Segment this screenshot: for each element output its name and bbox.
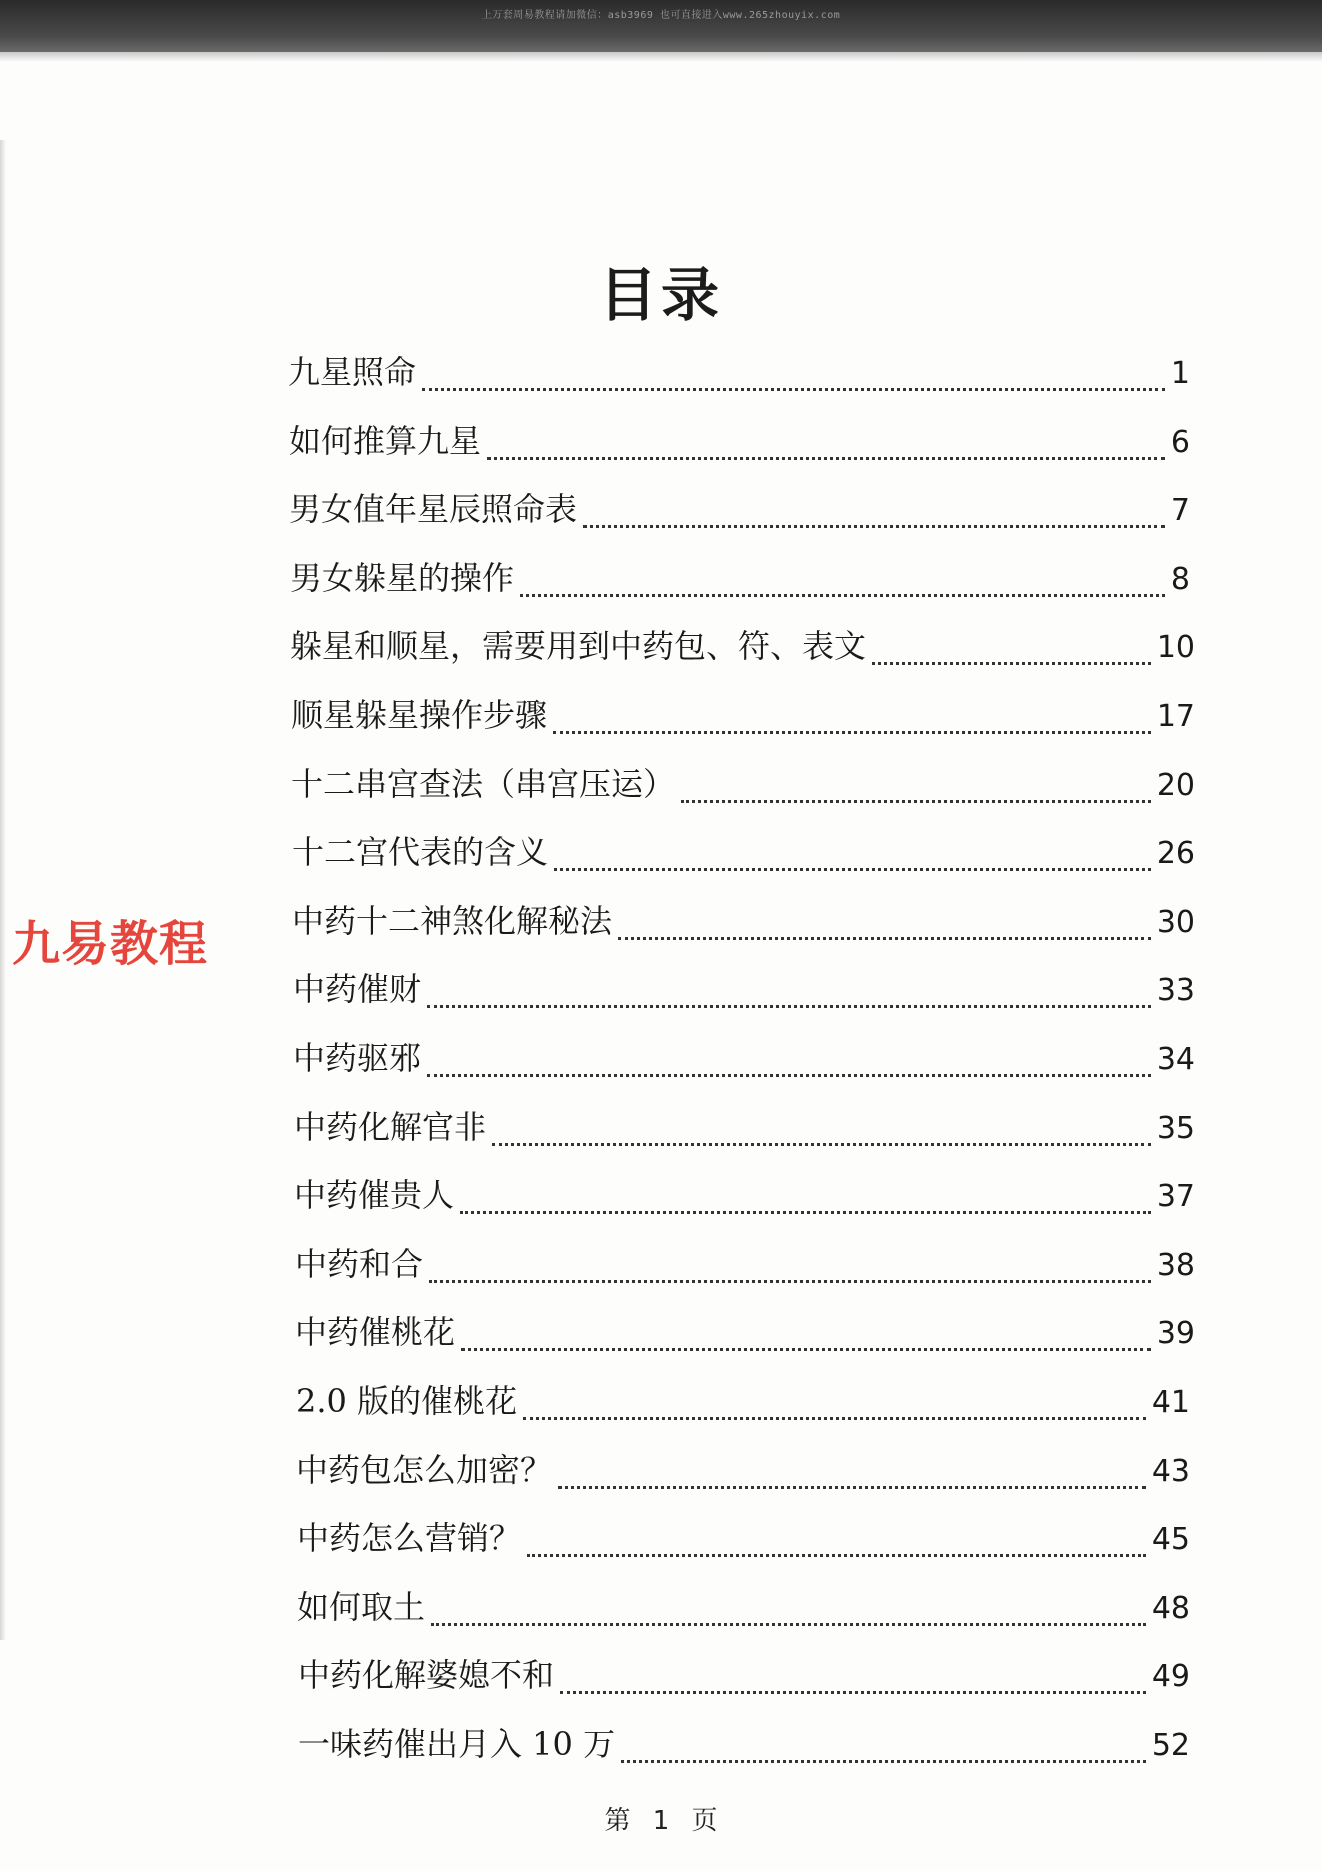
toc-entry-title: 如何推算九星 xyxy=(289,422,482,460)
toc-dot-leader xyxy=(618,911,1151,940)
toc-entry-title: 男女值年星辰照命表 xyxy=(289,490,578,528)
toc-dot-leader xyxy=(427,1048,1151,1077)
toc-entry-page: 8 xyxy=(1170,562,1190,597)
toc-entry-page: 38 xyxy=(1156,1248,1195,1283)
toc-entry-title: 中药催财 xyxy=(293,970,422,1008)
toc-dot-leader xyxy=(460,1185,1151,1214)
toc-entry-page: 52 xyxy=(1151,1728,1190,1763)
toc-entry[interactable] xyxy=(292,830,1195,874)
toc-entry-page: 49 xyxy=(1151,1659,1190,1694)
toc-entry-title: 中药化解婆媳不和 xyxy=(298,1656,555,1694)
toc-entry-title: 九星照命 xyxy=(288,353,417,391)
toc-entry-page: 33 xyxy=(1156,973,1195,1008)
toc-entry-page: 30 xyxy=(1156,905,1195,940)
toc-entry-page: 39 xyxy=(1156,1316,1195,1351)
toc-entry[interactable] xyxy=(298,1653,1190,1697)
toc-entry[interactable] xyxy=(295,1242,1195,1286)
toc-entry-title: 中药包怎么加密？ xyxy=(296,1451,553,1489)
footer-page-number: 1 xyxy=(652,1806,670,1836)
toc-dot-leader xyxy=(523,1391,1146,1420)
toc-entry-page: 41 xyxy=(1151,1385,1190,1420)
toc-entry-page: 37 xyxy=(1156,1179,1195,1214)
toc-entry[interactable] xyxy=(290,556,1190,600)
toc-entry-title: 躲星和顺星，需要用到中药包、符、表文 xyxy=(290,627,867,665)
toc-entry[interactable] xyxy=(288,350,1190,394)
toc-dot-leader xyxy=(560,1665,1146,1694)
page-footer xyxy=(0,1800,1322,1837)
footer-prefix: 第 xyxy=(604,1806,631,1836)
toc-entry[interactable] xyxy=(289,487,1190,531)
toc-entry[interactable] xyxy=(294,1105,1195,1149)
toc-entry[interactable] xyxy=(297,1516,1190,1560)
toc-dot-leader xyxy=(558,1460,1146,1489)
toc-entry-title: 中药催贵人 xyxy=(294,1176,455,1214)
toc-entry[interactable] xyxy=(293,967,1195,1011)
toc-dot-leader xyxy=(527,1528,1146,1557)
toc-entry[interactable] xyxy=(291,693,1195,737)
toc-entry-page: 34 xyxy=(1156,1042,1195,1077)
toc-entry-page: 17 xyxy=(1156,699,1195,734)
toc-dot-leader xyxy=(621,1734,1146,1763)
toc-entry-page: 10 xyxy=(1156,630,1195,665)
toc-dot-leader xyxy=(583,499,1165,528)
toc-entry-title: 中药催桃花 xyxy=(295,1313,456,1351)
toc-entry-title: 如何取土 xyxy=(297,1588,426,1626)
toc-dot-leader xyxy=(427,979,1151,1008)
footer-suffix: 页 xyxy=(691,1806,718,1836)
toc-entry[interactable] xyxy=(291,762,1195,806)
toc-dot-leader xyxy=(431,1597,1146,1626)
toc-entry[interactable] xyxy=(296,1379,1190,1423)
toc-entry-title: 中药怎么营销？ xyxy=(297,1519,522,1557)
toc-entry-title: 中药十二神煞化解秘法 xyxy=(292,902,613,940)
toc-dot-leader xyxy=(520,568,1165,597)
watermark-label: 九易教程 xyxy=(12,916,209,972)
toc-dot-leader xyxy=(422,362,1165,391)
toc-entry-title: 十二宫代表的含义 xyxy=(292,833,549,871)
page-title: 目录 xyxy=(598,261,723,329)
toc-dot-leader xyxy=(487,431,1165,460)
toc-entry[interactable] xyxy=(298,1722,1190,1766)
toc-entry[interactable] xyxy=(296,1448,1190,1492)
toc-entry-page: 20 xyxy=(1156,768,1195,803)
toc-dot-leader xyxy=(553,705,1151,734)
toc-entry-page: 6 xyxy=(1170,425,1190,460)
toc-entry-page: 1 xyxy=(1170,356,1190,391)
toc-entry-page: 35 xyxy=(1156,1111,1195,1146)
toc-dot-leader xyxy=(492,1117,1151,1146)
toc-entry-title: 2.0 版的催桃花 xyxy=(296,1382,518,1420)
toc-entry-page: 48 xyxy=(1151,1591,1190,1626)
toc-entry-page: 26 xyxy=(1156,836,1195,871)
toc-entry-title: 一味药催出月入 10 万 xyxy=(298,1725,616,1763)
toc-entry-title: 中药化解官非 xyxy=(294,1108,487,1146)
toc-entry-title: 男女躲星的操作 xyxy=(290,559,515,597)
header-note: 上万套周易教程请加微信：asb3969 也可直接进入www.265zhouyix.com xyxy=(481,10,841,21)
toc-entry[interactable] xyxy=(294,1173,1195,1217)
toc-entry[interactable] xyxy=(290,624,1195,668)
toc-dot-leader xyxy=(872,636,1151,665)
toc-entry-title: 中药和合 xyxy=(295,1245,424,1283)
toc-dot-leader xyxy=(554,842,1151,871)
toc-entry[interactable] xyxy=(295,1310,1195,1354)
toc-entry-page: 7 xyxy=(1170,493,1190,528)
toc-dot-leader xyxy=(429,1254,1151,1283)
toc-dot-leader xyxy=(681,774,1151,803)
toc-entry[interactable] xyxy=(297,1585,1190,1629)
toc-entry[interactable] xyxy=(293,1036,1195,1080)
toc-entry-title: 中药驱邪 xyxy=(293,1039,422,1077)
toc-entry[interactable] xyxy=(292,899,1195,943)
toc-entry-title: 顺星躲星操作步骤 xyxy=(291,696,548,734)
toc-entry[interactable] xyxy=(289,419,1190,463)
toc-entry-page: 45 xyxy=(1151,1522,1190,1557)
toc-entry-title: 十二串宫查法（串宫压运） xyxy=(291,765,676,803)
toc-dot-leader xyxy=(461,1322,1151,1351)
toc-entry-page: 43 xyxy=(1151,1454,1190,1489)
